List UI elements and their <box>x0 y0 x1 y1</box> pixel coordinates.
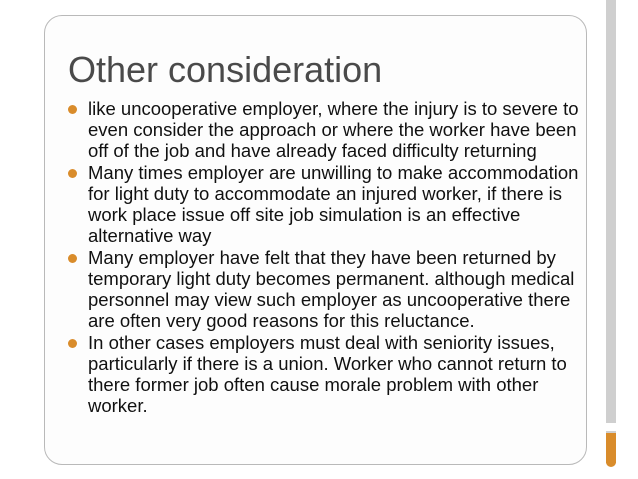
bullet-list <box>68 98 588 417</box>
slide-title: Other consideration <box>68 49 383 90</box>
bullet-text: like uncooperative employer, where the injury is to severe to even consider the approach or where the worker have been off of the job and have already faced difficulty returning <box>88 98 579 161</box>
bullet-text: Many employer have felt that they have been returned by temporary light duty becomes permanent. although medical personnel may view such employer as uncooperative there are often very good reasons for this reluctance. <box>88 247 575 331</box>
bullet-item <box>68 98 588 161</box>
bullet-text: In other cases employers must deal with seniority issues, particularly if there is a union. Worker who cannot return to there former job often cause morale problem with other worker. <box>88 332 567 416</box>
accent-bar <box>606 0 616 467</box>
bullet-item <box>68 332 588 416</box>
bullet-dot-icon <box>68 105 77 114</box>
bullet-dot-icon <box>68 339 77 348</box>
bullet-dot-icon <box>68 254 77 263</box>
bullet-text: Many times employer are unwilling to make accommodation for light duty to accommodate an injured worker, if there is work place issue off site job simulation is an effective alternative way <box>88 162 579 246</box>
bullet-item <box>68 162 588 246</box>
bullet-item <box>68 247 588 331</box>
bullet-dot-icon <box>68 169 77 178</box>
